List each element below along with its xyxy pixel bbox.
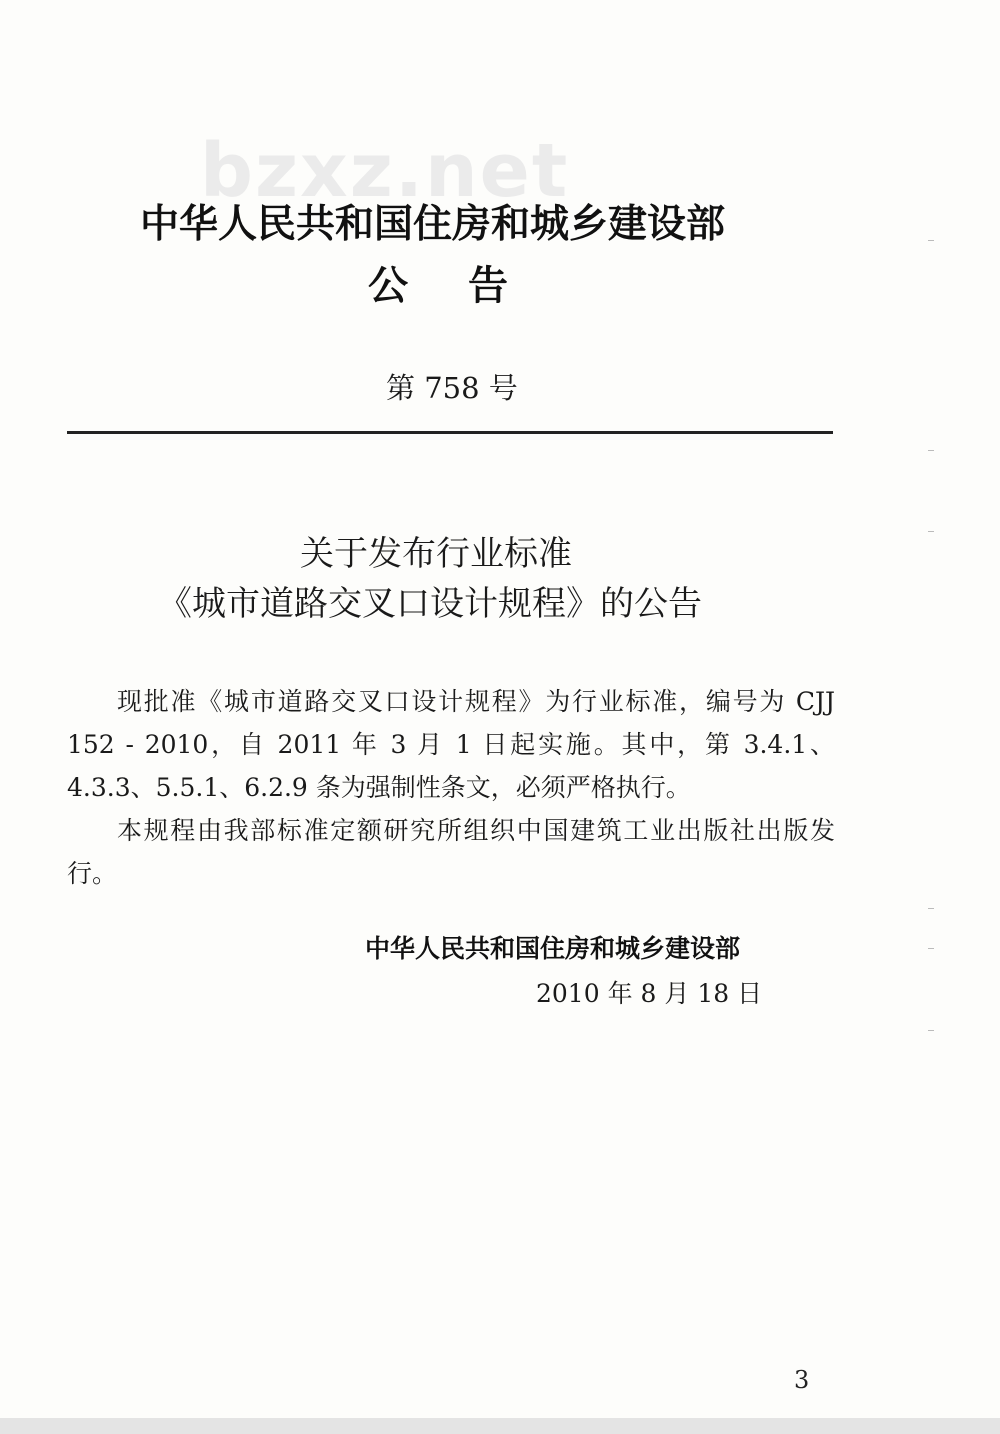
scan-mark xyxy=(928,1030,934,1031)
scan-mark xyxy=(928,531,934,532)
notice-body xyxy=(67,680,835,895)
scan-mark xyxy=(928,948,934,949)
body-paragraph-2: 本规程由我部标准定额研究所组织中国建筑工业出版社出版发行。 xyxy=(67,816,835,888)
issuer-title: 中华人民共和国住房和城乡建设部 xyxy=(140,202,726,247)
page-number: 3 xyxy=(794,1366,810,1394)
scan-mark xyxy=(928,908,934,909)
notice-number: 第 758 号 xyxy=(386,371,518,405)
notice-title: 公告 xyxy=(368,263,568,309)
scan-mark xyxy=(928,240,934,241)
viewer-bottom-strip xyxy=(0,1418,1000,1434)
heading-line-1: 关于发布行业标准 xyxy=(300,534,572,574)
divider-rule xyxy=(67,431,833,434)
watermark: bzxz.net xyxy=(200,128,570,214)
heading-line-2: 《城市道路交叉口设计规程》的公告 xyxy=(158,584,702,624)
scan-mark xyxy=(928,450,934,451)
body-paragraph-1: 现批准《城市道路交叉口设计规程》为行业标准，编号为 CJJ 152 - 2010，自 2011 年 3 月 1 日起实施。其中，第 3.4.1、4.3.3、5.5.1、6.2.9 条为强制性条文，必须严格执行。 xyxy=(67,687,835,802)
signature-organization: 中华人民共和国住房和城乡建设部 xyxy=(365,934,741,963)
signature-date: 2010 年 8 月 18 日 xyxy=(536,979,763,1008)
